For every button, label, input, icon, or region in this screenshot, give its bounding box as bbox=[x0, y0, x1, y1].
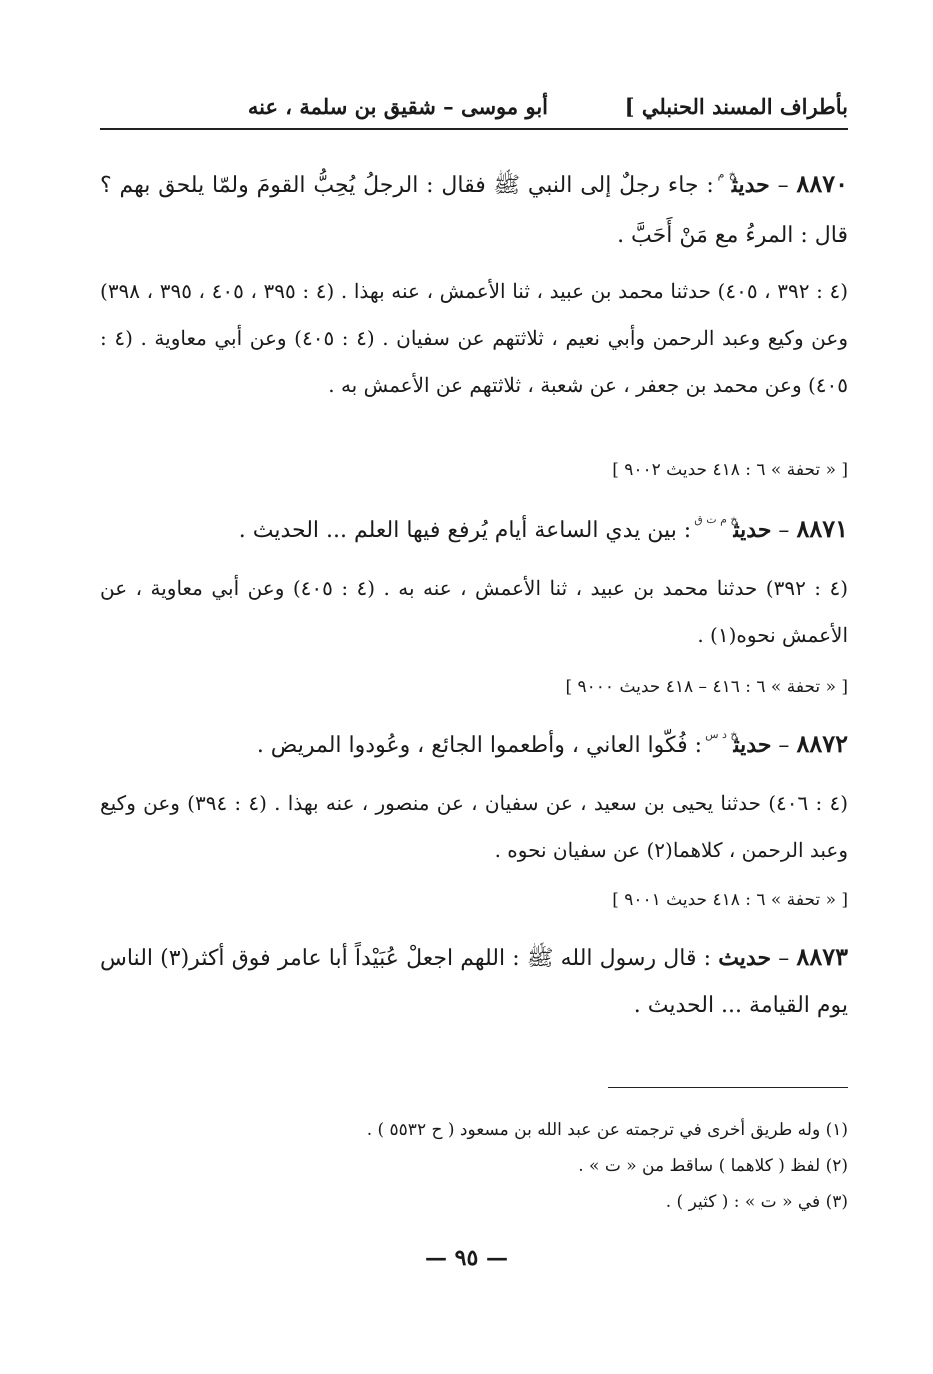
collection-sigla: خ م ت ق bbox=[694, 513, 738, 526]
page-number: — ٩٥ — bbox=[425, 1245, 508, 1271]
collection-sigla: خ م bbox=[717, 168, 736, 181]
hadith-8870 bbox=[100, 160, 848, 259]
dash: – bbox=[771, 518, 797, 543]
hadith-8872 bbox=[100, 720, 848, 772]
hadith-text: : فُكّوا العاني ، وأطعموا الجائع ، وعُودوا المريض . bbox=[256, 733, 710, 758]
hadith-text: : بين يدي الساعة أيام يُرفع فيها العلم ... الحديث . bbox=[238, 518, 699, 543]
header-book-title: بأطراف المسند الحنبلي ] bbox=[624, 94, 848, 119]
hadith-label: حديث bbox=[718, 945, 772, 971]
hadith-number: ٨٨٧٠ bbox=[796, 169, 848, 198]
dash: – bbox=[771, 733, 797, 758]
hadith-text: : قال رسول الله ﷺ : اللهم اجعلْ عُبَيْداً أبا عامر فوق أكثر(٣) الناس يوم القيامة ... الحديث . bbox=[100, 946, 848, 1018]
hadith-8871-tuhfa-ref: [ « تحفة » ٦ : ٤١٦ – ٤١٨ حديث ٩٠٠٠ ] bbox=[565, 677, 848, 697]
header-chapter-title: أبو موسى – شقيق بن سلمة ، عنه bbox=[247, 94, 548, 119]
hadith-text: : جاء رجلٌ إلى النبي ﷺ فقال : الرجلُ يُحِبُّ القومَ ولمّا يلحق بهم ؟ قال : المرءُ مع مَنْ أَحَبَّ . bbox=[100, 173, 848, 248]
hadith-label: حديث bbox=[731, 172, 770, 198]
collection-sigla: خ د س bbox=[705, 728, 738, 741]
hadith-8871-sources: (٤ : ٣٩٢) حدثنا محمد بن عبيد ، ثنا الأعمش ، عنه به . (٤ : ٤٠٥) وعن أبي معاوية ، عن الأعمش نحوه(١) . bbox=[100, 576, 849, 647]
hadith-8872-sources: (٤ : ٤٠٦) حدثنا يحيى بن سعيد ، عن سفيان ، عن منصور ، عنه بهذا . (٤ : ٣٩٤) وعن وكيع وعبد الرحمن ، كلاهما(٢) عن سفيان نحوه . bbox=[100, 791, 849, 862]
hadith-label: حديث bbox=[733, 517, 772, 543]
footnote-divider bbox=[608, 1087, 848, 1088]
hadith-number: ٨٨٧٣ bbox=[796, 942, 848, 971]
hadith-8872-tuhfa-ref: [ « تحفة » ٦ : ٤١٨ حديث ٩٠٠١ ] bbox=[612, 890, 848, 910]
dash: – bbox=[771, 946, 797, 971]
hadith-label: حديث bbox=[733, 732, 772, 758]
dash: – bbox=[769, 173, 797, 198]
hadith-8873 bbox=[100, 933, 848, 1029]
running-header bbox=[100, 88, 848, 130]
hadith-8871 bbox=[100, 505, 848, 557]
footnote-1: (١) وله طريق أخرى في ترجمته عن عبد الله بن مسعود ( ح ٥٥٣٢ ) . bbox=[366, 1120, 848, 1140]
hadith-number: ٨٨٧١ bbox=[796, 514, 848, 543]
hadith-8870-sources: (٤ : ٣٩٢ ، ٤٠٥) حدثنا محمد بن عبيد ، ثنا الأعمش ، عنه بهذا . (٤ : ٣٩٥ ، ٤٠٥ ، ٣٩٥ ، ٣٩٨) وعن وكيع وعبد الرحمن وأبي نعيم ، ثلاثتهم عن سفيان . (٤ : ٤٠٥) وعن أبي معاوية . (٤ : ٤٠٥) وعن محمد بن جعفر ، عن شعبة ، ثلاثتهم عن الأعمش به . bbox=[100, 279, 848, 397]
footnote-2: (٢) لفظ ( كلاهما ) ساقط من « ت » . bbox=[578, 1156, 848, 1176]
footnote-3: (٣) في « ت » : ( كثير ) . bbox=[665, 1192, 848, 1212]
hadith-number: ٨٨٧٢ bbox=[796, 729, 848, 758]
hadith-8870-tuhfa-ref: [ « تحفة » ٦ : ٤١٨ حديث ٩٠٠٢ ] bbox=[612, 460, 848, 480]
